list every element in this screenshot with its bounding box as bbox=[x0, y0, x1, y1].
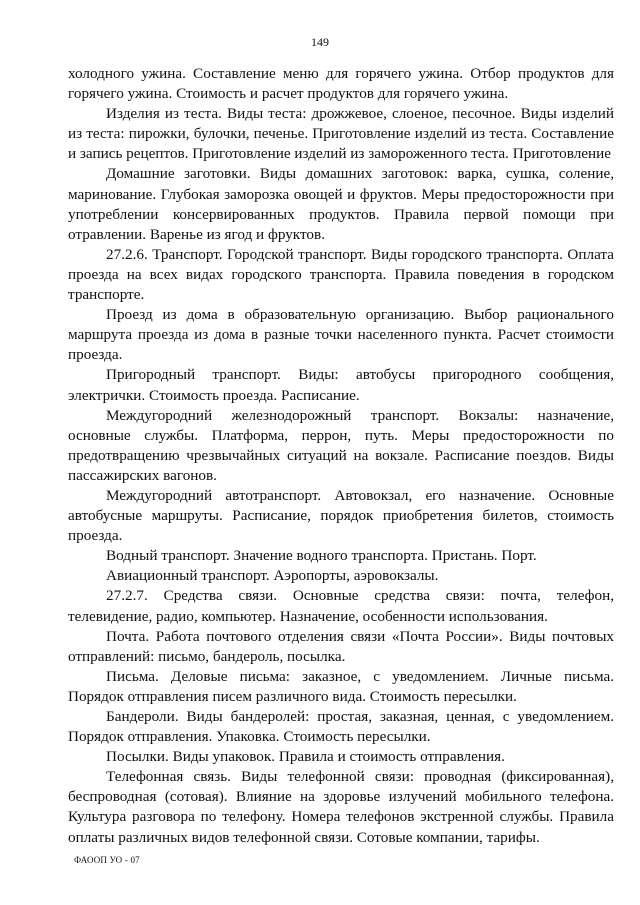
paragraph-city-transport: 27.2.6. Транспорт. Городской транспорт. Виды городского транспорта. Оплата проезда на всех видах городского транспорта. Правила поведения в городском транспорте. bbox=[68, 245, 614, 304]
paragraph-parcels: Посылки. Виды упаковок. Правила и стоимость отправления. bbox=[106, 748, 505, 766]
paragraph-dough-products: Изделия из теста. Виды теста: дрожжевое, слоеное, песочное. Виды изделий из теста: пирожки, булочки, печенье. Приготовление изделий из теста. Составление и запись рецептов. Приготовление изделий из замороженного теста. Приготовление bbox=[68, 105, 614, 163]
paragraph-parcels-small: Бандероли. Виды бандеролей: простая, заказная, ценная, с уведомлением. Порядок отправления. Упаковка. Стоимость пересылки. bbox=[68, 708, 614, 746]
paragraph-telephone: Телефонная связь. Виды телефонной связи: проводная (фиксированная), беспроводная (сотовая). Влияние на здоровье излучений мобильного телефона. Культура разговора по телефону. Номера телефонов экстренной службы. Правила оплаты различных видов телефонной связи. Сотовые компании, тарифы. bbox=[68, 768, 614, 846]
paragraph-dinner-menu-continued: холодного ужина. Составление меню для горячего ужина. Отбор продуктов для горячего ужина. Стоимость и расчет продуктов для горячего ужина. bbox=[68, 65, 614, 103]
paragraph-home-preserves: Домашние заготовки. Виды домашних заготовок: варка, сушка, соление, маринование. Глубокая заморозка овощей и фруктов. Меры предосторожности при употреблении консервированных продуктов. Правила первой помощи при отравлении. Варенье из ягод и фруктов. bbox=[68, 165, 614, 243]
body-text bbox=[68, 64, 614, 848]
paragraph-suburban-transport: Пригородный транспорт. Виды: автобусы пригородного сообщения, электрички. Стоимость проезда. Расписание. bbox=[68, 366, 614, 404]
paragraph-water-transport: Водный транспорт. Значение водного транспорта. Пристань. Порт. bbox=[106, 547, 537, 565]
paragraph-communication-means: 27.2.7. Средства связи. Основные средства связи: почта, телефон, телевидение, радио, компьютер. Назначение, особенности использования. bbox=[68, 587, 614, 625]
paragraph-air-transport: Авиационный транспорт. Аэропорты, аэровокзалы. bbox=[106, 567, 439, 585]
paragraph-railway-transport: Междугородний железнодорожный транспорт. Вокзалы: назначение, основные службы. Платформа, перрон, путь. Меры предосторожности по предотвращению чрезвычайных ситуаций на вокзале. Расписание поездов. Виды пассажирских вагонов. bbox=[68, 406, 614, 484]
footer-document-code: ФАООП УО - 07 bbox=[74, 855, 140, 865]
page-number: 149 bbox=[311, 35, 329, 49]
paragraph-letters: Письма. Деловые письма: заказное, с уведомлением. Личные письма. Порядок отправления писем различного вида. Стоимость пересылки. bbox=[68, 667, 614, 705]
paragraph-route-to-school: Проезд из дома в образовательную организацию. Выбор рационального маршрута проезда из дома в разные точки населенного пункта. Расчет стоимости проезда. bbox=[68, 306, 614, 364]
paragraph-intercity-bus: Междугородний автотранспорт. Автовокзал, его назначение. Основные автобусные маршруты. Расписание, порядок приобретения билетов, стоимость проезда. bbox=[68, 486, 614, 545]
paragraph-post-office: Почта. Работа почтового отделения связи «Почта России». Виды почтовых отправлений: письмо, бандероль, посылка. bbox=[68, 627, 614, 665]
